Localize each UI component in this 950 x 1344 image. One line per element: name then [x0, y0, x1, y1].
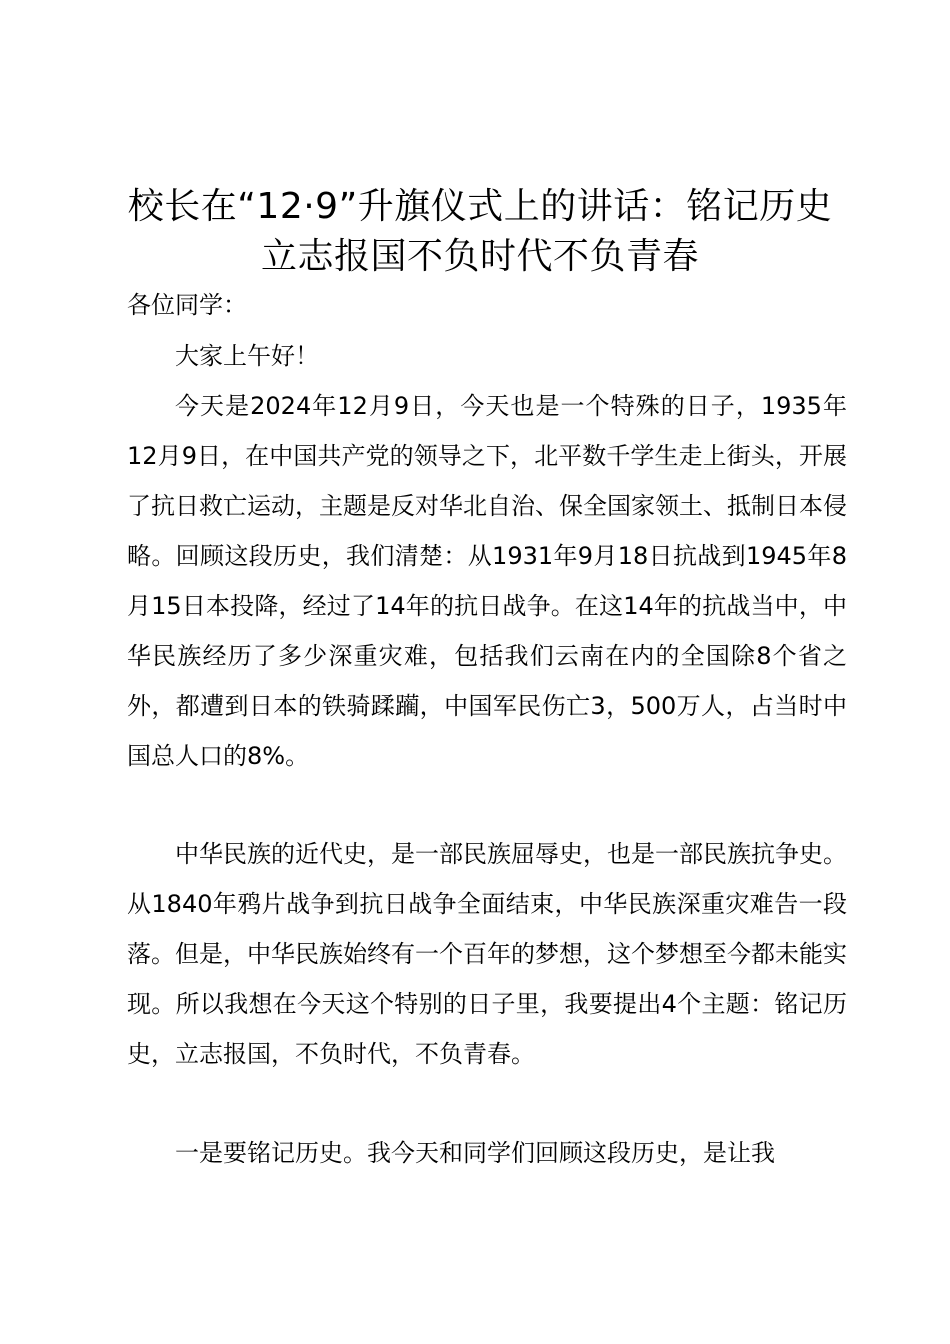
greeting: 大家上午好！ [175, 342, 319, 370]
paragraph-3: 一是要铭记历史。我今天和同学们回顾这段历史，是让我 [175, 1139, 775, 1167]
paragraph-1: 今天是2024年12月9日，今天也是一个特殊的日子，1935年12月9日，在中国共产党的领导之下，北平数千学生走上街头，开展了抗日救亡运动，主题是反对华北自治、保全国家领土、抵制日本侵略。回顾这段历史，我们清楚：从1931年9月18日抗战到1945年8月15日本投降，经过了14年的抗日战争。在这14年的抗战当中，中华民族经历了多少深重灾难，包括我们云南在内的全国除8个省之外，都遭到日本的铁骑蹂躏，中国军民伤亡3，500万人，占当时中国总人口的8%。 [127, 392, 847, 770]
paragraph-2: 中华民族的近代史，是一部民族屈辱史，也是一部民族抗争史。从1840年鸦片战争到抗日战争全面结束，中华民族深重灾难告一段落。但是，中华民族始终有一个百年的梦想，这个梦想至今都未能实现。所以我想在今天这个特别的日子里，我要提出4个主题：铭记历史，立志报国，不负时代，不负青春。 [127, 840, 847, 1068]
document-title-line-2: 立志报国不负时代不负青春 [260, 236, 699, 277]
document-title-line-1: 校长在“12·9”升旗仪式上的讲话：铭记历史 [127, 186, 833, 227]
salutation: 各位同学： [127, 291, 247, 319]
